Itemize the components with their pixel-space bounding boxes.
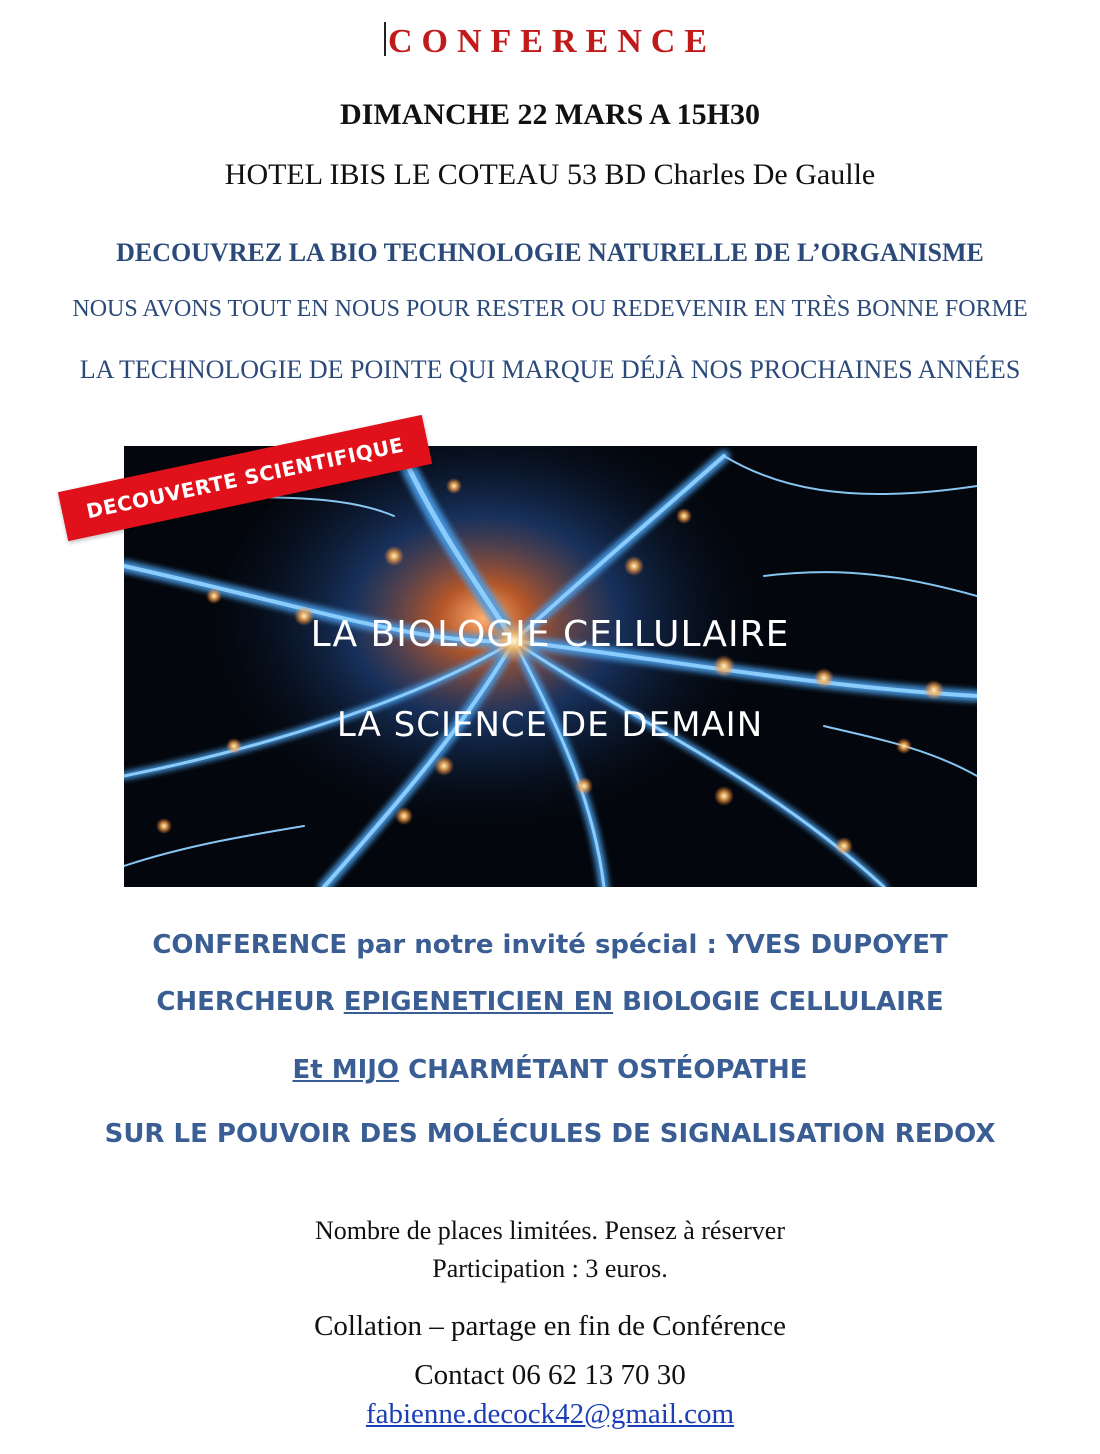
intro-headline: DECOUVREZ LA BIO TECHNOLOGIE NATURELLE DE L’ORGANISME — [116, 238, 984, 267]
contact-phone: Contact 06 62 13 70 30 — [414, 1359, 686, 1391]
discovery-badge: DECOUVERTE SCIENTIFIQUE — [58, 415, 432, 541]
document-title — [0, 22, 1100, 61]
speaker-line-3 — [0, 1055, 1100, 1085]
places-limited: Nombre de places limitées. Pensez à réserver — [315, 1216, 785, 1245]
neuron-image — [124, 446, 977, 887]
speaker-line-3-underlined: Et MIJO — [292, 1055, 400, 1085]
event-date: DIMANCHE 22 MARS A 15H30 — [339, 98, 760, 131]
speaker-line-2-end: BIOLOGIE CELLULAIRE — [613, 987, 944, 1017]
hero-line-2: LA SCIENCE DE DEMAIN — [336, 705, 764, 745]
title-text: CONFERENCE — [387, 23, 717, 60]
intro-line-2: LA TECHNOLOGIE DE POINTE QUI MARQUE DÉJÀ NOS PROCHAINES ANNÉES — [79, 355, 1021, 384]
speaker-line-2-underlined: EPIGENETICIEN EN — [343, 987, 614, 1017]
contact-email-link[interactable]: fabienne.decock42@gmail.com — [365, 1398, 735, 1430]
speaker-line-4: SUR LE POUVOIR DES MOLÉCULES DE SIGNALISATION REDOX — [104, 1119, 996, 1149]
intro-line-1: NOUS AVONS TOUT EN NOUS POUR RESTER OU REDEVENIR EN TRÈS BONNE FORME — [72, 296, 1028, 322]
collation: Collation – partage en fin de Conférence — [314, 1310, 786, 1342]
hero-line-1: LA BIOLOGIE CELLULAIRE — [310, 614, 790, 655]
speaker-line-3-end: CHARMÉTANT OSTÉOPATHE — [399, 1055, 808, 1085]
speaker-line-2 — [0, 987, 1100, 1017]
text-cursor — [384, 22, 386, 56]
event-venue: HOTEL IBIS LE COTEAU 53 BD Charles De Gaulle — [224, 158, 876, 191]
speaker-line-2-start: CHERCHEUR — [156, 987, 344, 1017]
speaker-line-1: CONFERENCE par notre invité spécial : YVES DUPOYET — [152, 930, 948, 960]
participation: Participation : 3 euros. — [432, 1254, 668, 1283]
